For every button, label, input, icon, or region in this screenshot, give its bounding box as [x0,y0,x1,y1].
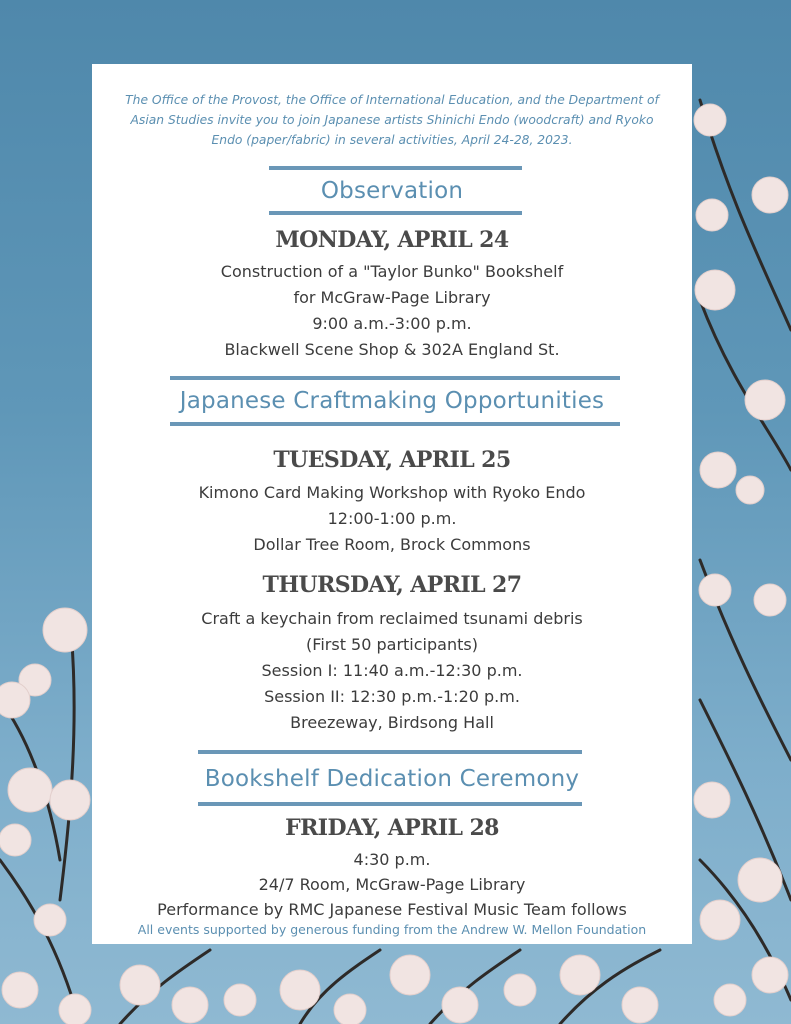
event-details-monday [92,259,692,363]
event-detail-line: Construction of a "Taylor Bunko" Bookshelf [220,262,564,281]
intro-line: The Office of the Provost, the Office of International Education, and the Department of [125,93,659,107]
event-detail-line: 4:30 p.m. [353,850,431,869]
intro-text [94,90,690,150]
divider-rule [170,376,620,380]
event-detail-line: Craft a keychain from reclaimed tsunami debris [201,609,583,628]
day-heading-thursday: THURSDAY, APRIL 27 [262,572,522,598]
event-detail-line: Session I: 11:40 a.m.-12:30 p.m. [261,661,523,680]
event-flyer-card [92,64,692,944]
divider-rule [170,422,620,426]
intro-line: Endo (paper/fabric) in several activities, April 24-28, 2023. [211,133,573,147]
day-heading-friday: FRIDAY, APRIL 28 [285,815,499,841]
event-detail-line: Blackwell Scene Shop & 302A England St. [224,340,560,359]
event-detail-line: Performance by RMC Japanese Festival Music Team follows [157,900,627,919]
event-detail-line: Breezeway, Birdsong Hall [290,713,494,732]
divider-rule [269,211,522,215]
event-detail-line: Kimono Card Making Workshop with Ryoko Endo [198,483,586,502]
event-detail-line: Session II: 12:30 p.m.-1:20 p.m. [264,687,520,706]
event-detail-line: 24/7 Room, McGraw-Page Library [258,875,526,894]
event-detail-line: 9:00 a.m.-3:00 p.m. [312,314,472,333]
event-details-friday [92,847,692,922]
funding-footer: All events supported by generous funding from the Andrew W. Mellon Foundation [137,922,647,937]
day-heading-tuesday: TUESDAY, APRIL 25 [273,447,511,473]
event-detail-line: for McGraw-Page Library [293,288,491,307]
event-details-tuesday [92,480,692,558]
event-details-thursday [92,606,692,736]
section-heading-observation: Observation [320,178,464,204]
event-detail-line: (First 50 participants) [306,635,478,654]
divider-rule [198,750,582,754]
intro-line: Asian Studies invite you to join Japanese artists Shinichi Endo (woodcraft) and Ryoko [130,113,654,127]
divider-rule [269,166,522,170]
divider-rule [198,802,582,806]
section-heading-dedication: Bookshelf Dedication Ceremony [204,766,580,792]
event-detail-line: 12:00-1:00 p.m. [327,509,457,528]
day-heading-monday: MONDAY, APRIL 24 [275,227,509,253]
event-detail-line: Dollar Tree Room, Brock Commons [253,535,531,554]
section-heading-craftmaking: Japanese Craftmaking Opportunities [179,388,605,414]
